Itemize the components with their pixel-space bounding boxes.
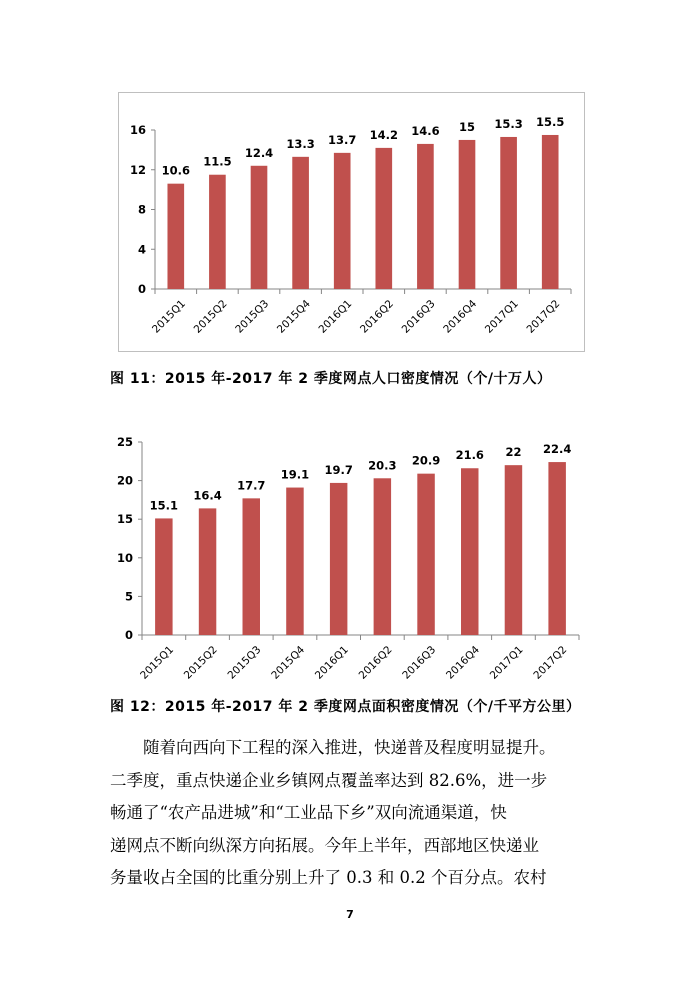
paragraph-line: 畅通了“农产品进城”和“工业品下乡”双向流通渠道，快 — [110, 803, 507, 822]
data-label: 19.1 — [280, 467, 310, 482]
y-tick-label: 0 — [137, 282, 146, 296]
x-tick-label: 2017Q1 — [487, 643, 526, 682]
y-tick-label: 15 — [116, 512, 133, 527]
data-label: 17.7 — [237, 478, 266, 493]
bar — [417, 474, 434, 635]
data-label: 20.9 — [411, 453, 441, 468]
figure-12-caption: 图 12：2015 年-2017 年 2 季度网点面积密度情况（个/千平方公里） — [110, 699, 581, 715]
x-tick-label: 2016Q4 — [444, 643, 482, 682]
population-density-chart-svg — [119, 93, 584, 351]
y-tick-label: 8 — [137, 202, 146, 217]
bar — [461, 468, 478, 635]
x-tick-label: 2017Q1 — [482, 297, 521, 336]
area-density-chart-svg — [108, 433, 588, 683]
bar — [251, 166, 268, 289]
bar — [375, 148, 392, 289]
y-tick-label: 16 — [129, 123, 146, 137]
x-tick-label: 2015Q3 — [225, 643, 264, 682]
bar — [500, 137, 517, 289]
x-tick-label: 2016Q3 — [399, 297, 438, 336]
paragraph-line: 递网点不断向纵深方向拓展。今年上半年，西部地区快递业 — [110, 835, 539, 855]
y-tick-label: 25 — [116, 435, 133, 449]
data-label: 14.6 — [411, 123, 440, 138]
bar — [548, 462, 565, 635]
y-tick-label: 0 — [124, 628, 133, 642]
x-tick-label: 2015Q2 — [181, 643, 220, 682]
data-label: 16.4 — [193, 488, 222, 503]
y-tick-label: 4 — [137, 242, 146, 257]
data-label: 14.2 — [369, 127, 398, 142]
figure-11-caption: 图 11：2015 年-2017 年 2 季度网点人口密度情况（个/十万人） — [110, 371, 552, 387]
data-label: 15.3 — [494, 116, 523, 131]
bar — [505, 465, 522, 635]
bar — [417, 144, 434, 289]
x-tick-label: 2016Q3 — [400, 643, 439, 682]
data-label: 15.5 — [536, 114, 565, 129]
x-tick-label: 2016Q1 — [316, 297, 355, 336]
data-label: 13.7 — [328, 132, 357, 147]
data-label: 11.5 — [203, 154, 232, 169]
population-density-chart — [118, 92, 585, 352]
bar — [199, 508, 216, 635]
bar — [542, 135, 559, 289]
data-label: 15 — [458, 119, 476, 134]
bar — [167, 184, 184, 289]
bar — [459, 140, 476, 289]
paragraph-line: 随着向西向下工程的深入推进，快递普及程度明显提升。 — [143, 738, 556, 757]
data-label: 21.6 — [455, 448, 484, 463]
x-tick-label: 2017Q2 — [524, 297, 563, 336]
y-tick-label: 5 — [124, 589, 133, 604]
bar — [334, 153, 351, 289]
x-tick-label: 2015Q1 — [138, 643, 177, 682]
data-label: 13.3 — [286, 136, 315, 151]
data-label: 19.7 — [324, 462, 353, 477]
bar — [209, 175, 226, 289]
data-label: 20.3 — [368, 458, 397, 473]
bar — [292, 157, 309, 289]
data-label: 22 — [505, 445, 522, 460]
x-tick-label: 2016Q4 — [441, 297, 480, 336]
x-tick-label: 2016Q1 — [312, 643, 351, 682]
x-tick-label: 2016Q2 — [356, 643, 395, 682]
data-label: 12.4 — [244, 145, 274, 160]
data-label: 22.4 — [542, 442, 572, 457]
bar — [330, 483, 347, 635]
x-tick-label: 2015Q3 — [233, 297, 272, 336]
bar — [286, 488, 303, 635]
x-tick-label: 2017Q2 — [531, 643, 570, 682]
y-tick-label: 20 — [116, 473, 133, 488]
bar — [155, 518, 172, 635]
x-tick-label: 2016Q2 — [358, 297, 397, 336]
area-density-chart — [108, 433, 588, 683]
page-number: 7 — [346, 908, 354, 921]
x-tick-label: 2015Q4 — [269, 643, 308, 682]
y-tick-label: 10 — [116, 550, 133, 565]
bar — [374, 478, 391, 635]
paragraph-line: 二季度，重点快递企业乡镇网点覆盖率达到 82.6%，进一步 — [110, 770, 548, 790]
body-paragraph — [110, 732, 600, 895]
x-tick-label: 2015Q2 — [191, 297, 230, 336]
paragraph-line: 务量收占全国的比重分别上升了 0.3 和 0.2 个百分点。农村 — [110, 868, 547, 887]
data-label: 10.6 — [161, 163, 190, 178]
x-tick-label: 2015Q1 — [150, 297, 189, 336]
data-label: 15.1 — [149, 498, 179, 513]
y-tick-label: 12 — [129, 162, 146, 177]
bar — [243, 498, 260, 635]
x-tick-label: 2015Q4 — [274, 297, 313, 336]
